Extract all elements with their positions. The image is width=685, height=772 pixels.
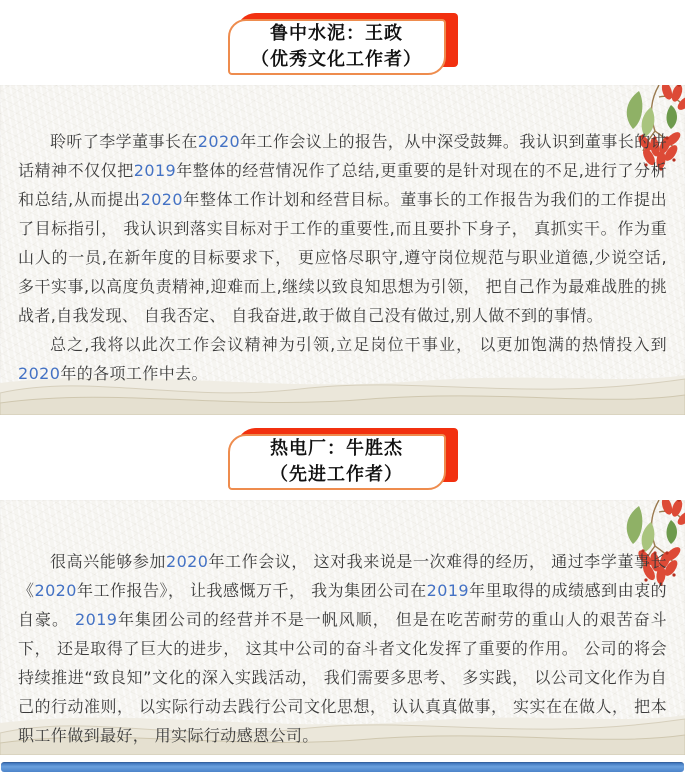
body-paragraph: 总之,我将以此次工作会议精神为引领,立足岗位干事业， 以更加饱满的热情投入到2020年的各项工作中去。	[18, 335, 667, 383]
entry-title-name: 鲁中水泥：王政	[270, 23, 403, 44]
year-number: 2020	[18, 364, 61, 383]
year-number: 2020	[34, 581, 77, 600]
entry-body	[0, 85, 685, 388]
entry-title-badge	[228, 428, 458, 490]
paper-panel	[0, 85, 685, 415]
year-number: 2019	[426, 581, 469, 600]
entry-title-name: 热电厂：牛胜杰	[270, 438, 403, 459]
body-paragraph: 很高兴能够参加2020年工作会议， 这对我来说是一次难得的经历， 通过李学董事长《2020年工作报告》， 让我感慨万千， 我为集团公司在2019年里取得的成绩感到由衷的自豪。 2019年集团公司的经营并不是一帆风顺， 但是在吃苦耐劳的重山人的艰苦奋斗下， 还是取得了巨大的进步， 这其中公司的奋斗者文化发挥了重要的作用。 公司的将会持续推进“致良知”文化的深入实践活动， 我们需要多思考、 多实践， 以公司文化作为自己的行动准则， 以实际行动去践行公司文化思想， 认认真真做事， 实实在在做人， 把本职工作做到最好， 用实际行动感恩公司。	[18, 552, 668, 745]
entry-thermal-power	[0, 428, 685, 755]
badge-label-box	[228, 19, 446, 75]
year-number: 2020	[165, 552, 209, 571]
year-number: 2019	[75, 610, 118, 629]
badge-label-box	[228, 434, 446, 490]
year-number: 2019	[133, 161, 177, 180]
paper-panel	[0, 500, 685, 755]
body-paragraph: 聆听了李学董事长在2020年工作会议上的报告，从中深受鼓舞。我认识到董事长的讲话精神不仅仅把2019年整体的经营情况作了总结,更重要的是针对现在的不足,进行了分析和总结,从而提出2020年整体工作计划和经营目标。董事长的工作报告为我们的工作提出了目标指引， 我认识到落实目标对于工作的重要性,而且要扑下身子， 真抓实干。作为重山人的一员,在新年度的目标要求下， 更应恪尽职守,遵守岗位规范与职业道德,少说空话,多干实事,以高度负责精神,迎难而上,继续以致良知思想为引领， 把自己作为最难战胜的挑战者,自我发现、 自我否定、 自我奋进,敢于做自己没有做过,别人做不到的事情。	[18, 132, 667, 325]
footer-divider-bar	[1, 762, 684, 772]
entry-title-honor: （先进工作者）	[270, 464, 403, 485]
entry-title-honor: （优秀文化工作者）	[251, 49, 422, 70]
entry-luzhong-cement	[0, 13, 685, 415]
entry-title-badge	[228, 13, 458, 75]
entry-body	[0, 500, 685, 750]
year-number: 2020	[197, 132, 241, 151]
year-number: 2020	[140, 190, 183, 209]
